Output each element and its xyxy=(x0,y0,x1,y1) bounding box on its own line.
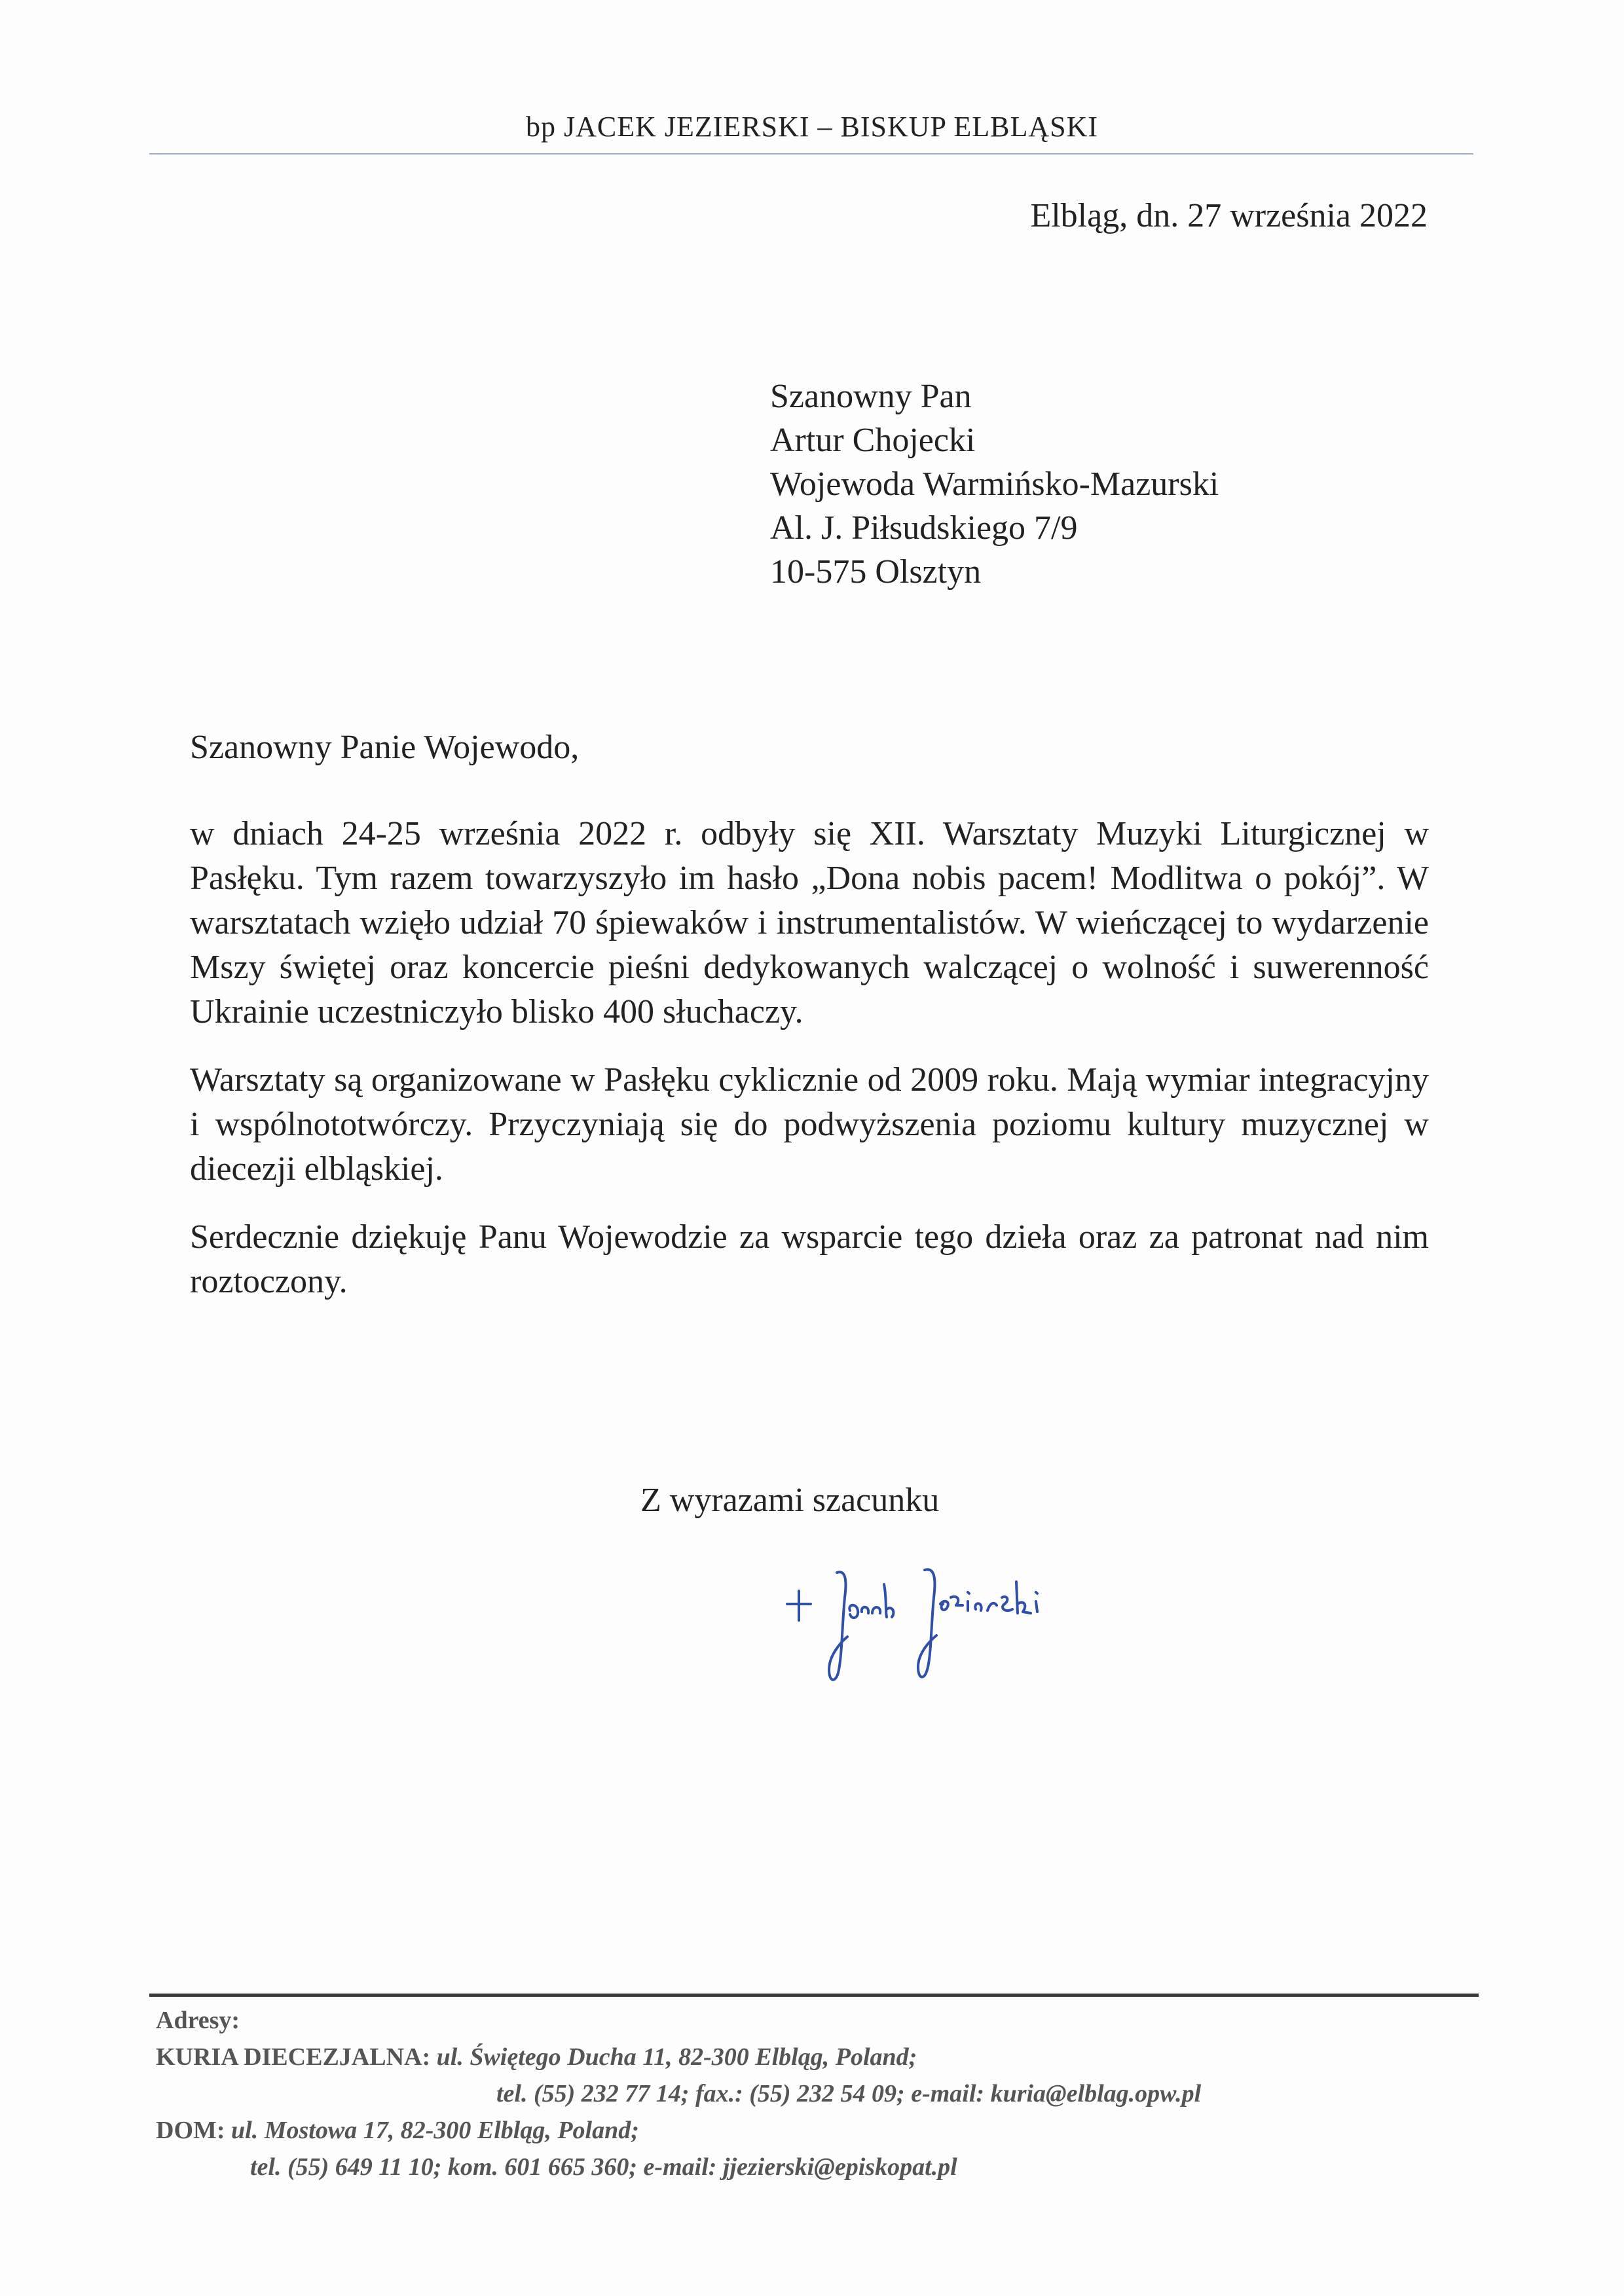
kuria-contact: tel. (55) 232 77 14; fax.: (55) 232 54 09; e-mail: kuria@elblag.opw.pl xyxy=(496,2080,1202,2107)
salutation: Szanowny Panie Wojewodo, xyxy=(190,729,580,766)
letterhead-divider xyxy=(149,153,1473,155)
letterhead-title: bp JACEK JEZIERSKI – BISKUP ELBLĄSKI xyxy=(525,111,1099,143)
footer-divider xyxy=(149,1994,1479,1997)
letter-date: Elbląg, dn. 27 września 2022 xyxy=(1030,197,1428,234)
kuria-address: ul. Świętego Ducha 11, 82-300 Elbląg, Poland; xyxy=(436,2043,917,2071)
body-paragraph-2: Warsztaty są organizowane w Pasłęku cyklicznie od 2009 roku. Mają wymiar integracyjny i wspólnototwórczy. Przyczyniają się do podwyższenia poziomu kultury muzycznej w diecezji elbląskiej. xyxy=(190,1061,1429,1188)
dom-address-line xyxy=(156,2112,1201,2149)
recipient-city: 10-575 Olsztyn xyxy=(770,553,982,591)
dom-contact: tel. (55) 649 11 10; kom. 601 665 360; e-mail: jjezierski@episkopat.pl xyxy=(250,2153,957,2181)
recipient-title: Wojewoda Warmińsko-Mazurski xyxy=(770,465,1219,503)
letter-body xyxy=(190,812,1429,1328)
dom-label: DOM: xyxy=(156,2117,225,2144)
footer-addresses xyxy=(156,2002,1201,2185)
recipient-address-block xyxy=(770,374,1219,594)
handwritten-signature xyxy=(779,1558,1094,1715)
recipient-name: Artur Chojecki xyxy=(770,422,976,459)
kuria-label: KURIA DIECEZJALNA: xyxy=(156,2043,431,2071)
body-paragraph-1: w dniach 24-25 września 2022 r. odbyły się XII. Warsztaty Muzyki Liturgicznej w Pasłęku. Tym razem towarzyszyło im hasło „Dona nobis pacem! Modlitwa o pokój”. W warsztatach wzięło udział 70 śpiewaków i instrumentalistów. W wieńczącej to wydarzenie Mszy świętej oraz koncercie pieśni dedykowanych walczącej o wolność i suwerenność Ukrainie uczestniczyło blisko 400 słuchaczy. xyxy=(190,815,1429,1030)
kuria-address-line xyxy=(156,2039,1201,2075)
closing-phrase: Z wyrazami szacunku xyxy=(640,1482,940,1519)
kuria-contact-line xyxy=(156,2075,1201,2112)
recipient-street: Al. J. Piłsudskiego 7/9 xyxy=(770,509,1078,547)
dom-contact-line xyxy=(156,2149,1201,2185)
footer-heading: Adresy: xyxy=(156,2007,240,2034)
dom-address: ul. Mostowa 17, 82-300 Elbląg, Poland; xyxy=(231,2117,639,2144)
recipient-line: Szanowny Pan xyxy=(770,378,972,415)
body-paragraph-3: Serdecznie dziękuję Panu Wojewodzie za wsparcie tego dzieła oraz za patronat nad nim roztoczony. xyxy=(190,1218,1429,1300)
